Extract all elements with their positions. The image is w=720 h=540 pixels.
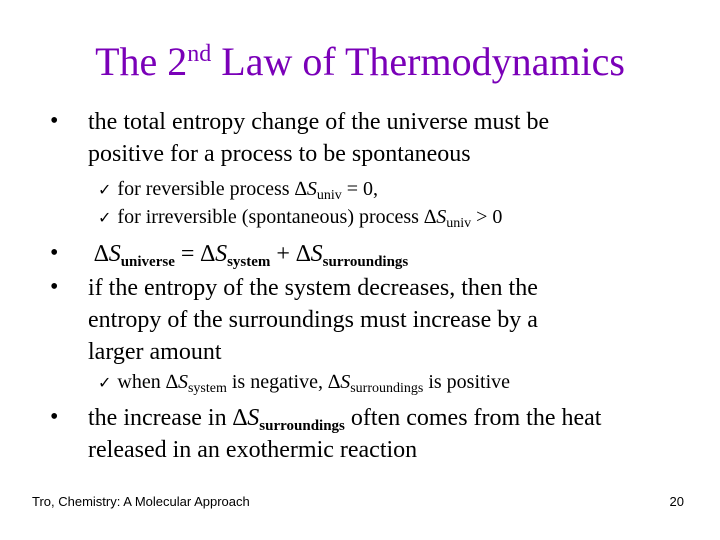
bullet-3-line-3: larger amount bbox=[88, 339, 222, 365]
title-rest: Law of Thermodynamics bbox=[211, 39, 625, 84]
bullet-dot-icon: • bbox=[50, 108, 59, 134]
checkmark-icon: ✓ bbox=[98, 208, 112, 227]
footer-source: Tro, Chemistry: A Molecular Approach bbox=[32, 494, 250, 509]
check-item-negative-positive: ✓ when $\Delta S_{system}$ is negative, $\Delta S_{surroundings}$ is positive bbox=[98, 371, 511, 396]
bullet-dot-icon: • bbox=[50, 240, 59, 266]
bullet-3-line-2: entropy of the surroundings must increase by a bbox=[88, 307, 538, 333]
bullet-1-line-2: positive for a process to be spontaneous bbox=[88, 141, 471, 167]
bullet-4-line-1: the increase in $\Delta S_{surroundings}$ often comes from the heat bbox=[88, 405, 602, 434]
checkmark-icon: ✓ bbox=[98, 373, 112, 392]
check-item-reversible: ✓ for reversible process $\Delta S_{univ} = 0$, bbox=[98, 178, 378, 203]
checkmark-icon: ✓ bbox=[98, 180, 112, 199]
bullet-3-line-1: if the entropy of the system decreases, then the bbox=[88, 275, 538, 301]
bullet-dot-icon: • bbox=[50, 274, 59, 300]
title-main: The 2 bbox=[95, 39, 188, 84]
entropy-equation: $\Delta S_{universe} = \Delta S_{system} + \Delta S_{surroundings}$ bbox=[94, 241, 409, 270]
bullet-1-line-1: the total entropy change of the universe must be bbox=[88, 109, 550, 135]
bullet-dot-icon: • bbox=[50, 404, 59, 430]
title-superscript: nd bbox=[187, 41, 212, 67]
bullet-4-line-2: released in an exothermic reaction bbox=[88, 437, 418, 463]
check-item-irreversible: ✓ for irreversible (spontaneous) process $\Delta S_{univ} > 0$ bbox=[98, 206, 503, 231]
slide-title bbox=[0, 38, 720, 85]
page-number: 20 bbox=[669, 494, 684, 509]
